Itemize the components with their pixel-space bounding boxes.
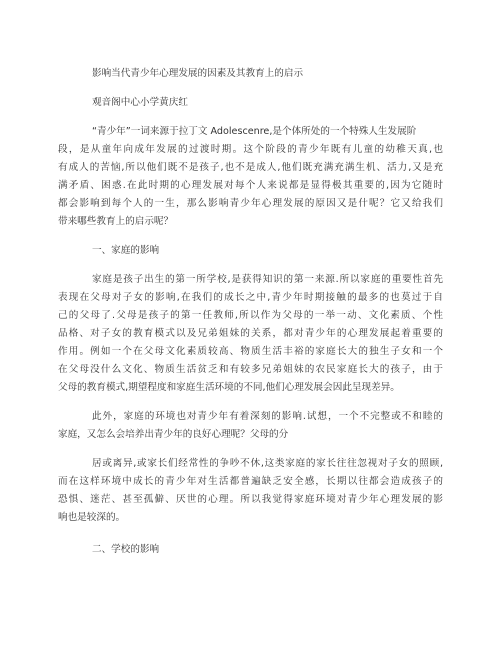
paragraph-line: 家庭，又怎么会培养出青少年的良好心理呢？父母的分 <box>58 429 289 440</box>
paragraph-line: 恐惧、迷茫、甚至孤僻、厌世的心理。所以我觉得家庭环境对青少年心理发展的影 <box>58 494 443 505</box>
document-title: 影响当代青少年心理发展的因素及其教育上的启示 <box>92 68 304 79</box>
section-heading: 一、家庭的影响 <box>92 245 160 256</box>
paragraph-line: 家庭是孩子出生的第一所学校,是获得知识的第一来源.所以家庭的重要性首先 <box>92 274 443 285</box>
paragraph-line: 己的父母了.父母是孩子的第一任教师,所以作为父母的一举一动、文化素质、个性 <box>58 310 443 321</box>
paragraph-line: 带来哪些教育上的启示呢？ <box>58 216 174 227</box>
paragraph-line: 在父母没什么文化、物质生活贫乏和有较多兄弟姐妹的农民家庭长大的孩子，由于 <box>58 364 443 375</box>
paragraph-line: 作用。例如一个在父母文化素质较高、物质生活丰裕的家庭长大的独生子女和一个 <box>58 346 443 357</box>
paragraph-line: 此外，家庭的环境也对青少年有着深刻的影响.试想，一个不完整或不和睦的 <box>92 411 443 422</box>
paragraph-line: 响也是较深的。 <box>58 512 126 523</box>
paragraph-line: 而在这样环境中成长的青少年对生活都普遍缺乏安全感，长期以往都会造成孩子的 <box>58 476 443 487</box>
paragraph-line: 居或离异,或家长们经常性的争吵不休,这类家庭的家长往往忽视对子女的照顾, <box>92 458 443 469</box>
paragraph-line: 段，是从童年向成年发展的过渡时期。这个阶段的青少年既有儿童的幼稚天真,也 <box>58 144 443 155</box>
paragraph-line: 有成人的苦恼,所以他们既不是孩子,也不是成人,他们既充满充满生机、活力,又是充 <box>58 162 443 173</box>
author-line: 观音阁中心小学黄庆红 <box>92 97 188 108</box>
paragraph-line: 品格、对子女的教育模式以及兄弟姐妹的关系，都对青少年的心理发展起着重要的 <box>58 328 443 339</box>
paragraph-line: “青少年”一词来源于拉丁文 Adolescenre,是个体所处的一个特殊人生发展阶 <box>92 126 417 137</box>
paragraph-line: 都会影响到每个人的一生，那么影响青少年心理发展的原因又是什呢？它又给我们 <box>58 198 443 209</box>
paragraph-line: 表现在父母对子女的影响,在我们的成长之中,青少年时期接触的最多的也莫过于自 <box>58 292 443 303</box>
section-heading: 二、学校的影响 <box>92 544 160 555</box>
paragraph-line: 父母的教育模式,期望程度和家庭生活环境的不同,他们心理发展会因此呈现差异。 <box>58 382 400 393</box>
paragraph-line: 满矛盾、困惑.在此时期的心理发展对每个人来说都是显得极其重要的,因为它随时 <box>58 180 443 191</box>
